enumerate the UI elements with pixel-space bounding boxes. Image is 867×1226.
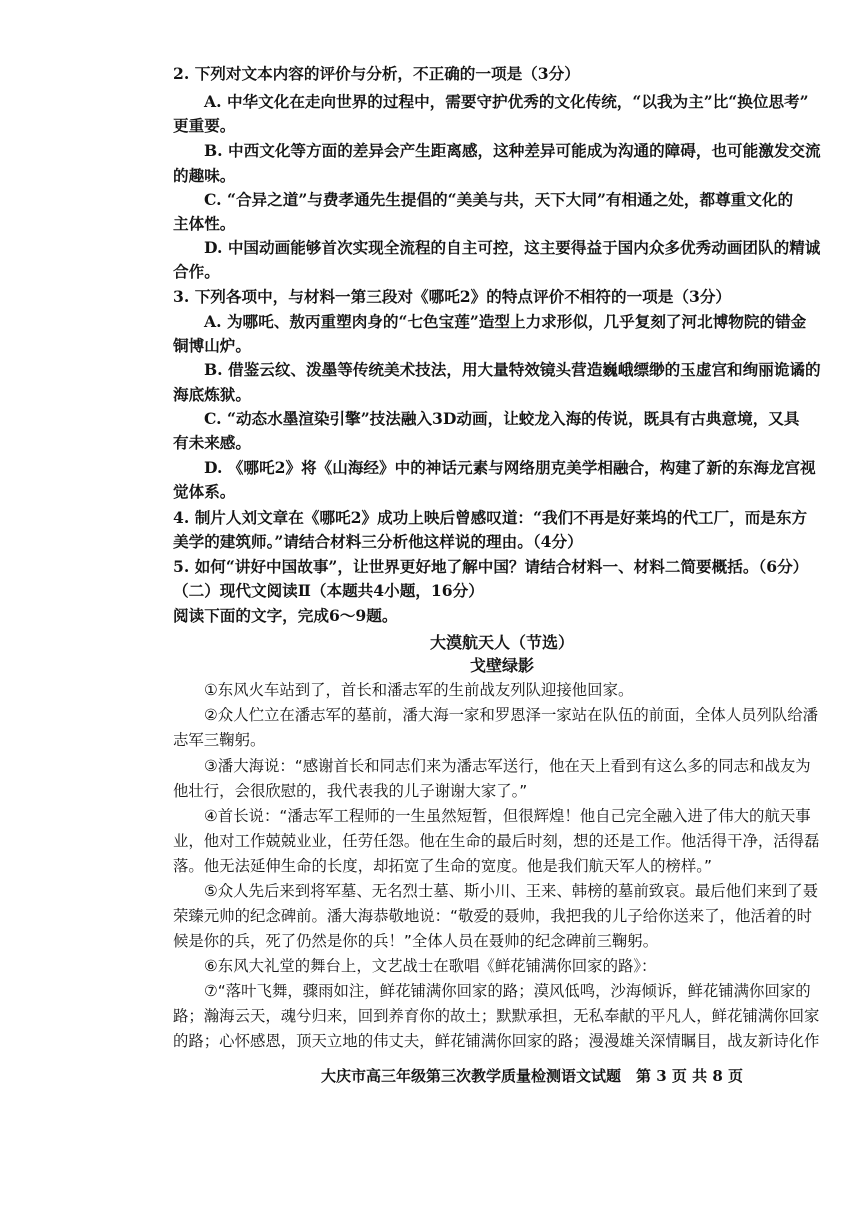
- passage-paragraph-5-cont: 候是你的兵，死了仍然是你的兵！”全体人员在聂帅的纪念碑前三鞠躬。: [173, 932, 659, 950]
- passage-paragraph-7: ⑦“落叶飞舞，骤雨如注，鲜花铺满你回家的路；漠风低鸣，沙海倾诉，鲜花铺满你回家的: [204, 982, 811, 1000]
- passage-paragraph-5: ⑤众人先后来到将军墓、无名烈士墓、斯小川、王来、韩榜的墓前致哀。最后他们来到了聂: [204, 882, 819, 900]
- passage-paragraph-7-cont: 的路；心怀感恩，顶天立地的伟丈夫，鲜花铺满你回家的路；漫漫雄关深情瞩目，战友新诗化作: [173, 1032, 820, 1050]
- passage-paragraph-5-cont: 荣臻元帅的纪念碑前。潘大海恭敬地说：“敬爱的聂帅，我把我的儿子给你送来了，他活着的时: [173, 907, 812, 925]
- section-heading: （二）现代文阅读Ⅱ（本题共4小题，16分）: [173, 581, 484, 600]
- question-4-stem-cont: 美学的建筑师。”请结合材料三分析他这样说的理由。（4分）: [173, 532, 583, 551]
- question-3-option-d-cont: 觉体系。: [173, 482, 236, 501]
- passage-paragraph-6: ⑥东风大礼堂的舞台上，文艺战士在歌唱《鲜花铺满你回家的路》：: [204, 957, 657, 975]
- question-2-option-a-cont: 更重要。: [173, 116, 236, 135]
- question-3-option-c: C. “动态水墨渲染引擎”技法融入3D动画，让蛟龙入海的传说，既具有古典意境，又具: [204, 409, 800, 428]
- page-footer: 大庆市高三年级第三次教学质量检测语文试题 第 3 页 共 8 页: [321, 1067, 743, 1085]
- passage-paragraph-4-cont: 业，他对工作兢兢业业，任劳任怨。他在生命的最后时刻，想的还是工作。他活得干净，活得磊: [173, 832, 820, 850]
- question-4-stem: 4. 制片人刘文章在《哪吒2》成功上映后曾感叹道：“我们不再是好莱坞的代工厂，而是东方: [173, 508, 808, 527]
- question-2-option-d: D. 中国动画能够首次实现全流程的自主可控，这主要得益于国内众多优秀动画团队的精诚: [204, 238, 821, 257]
- section-instruction: 阅读下面的文字，完成6～9题。: [173, 606, 398, 625]
- question-3-option-a: A. 为哪吒、敖丙重塑肉身的“七色宝莲”造型上力求形似，几乎复刻了河北博物院的错金: [204, 312, 807, 331]
- passage-paragraph-7-cont: 路；瀚海云天，魂兮归来，回到养育你的故土；默默承担，无私奉献的平凡人，鲜花铺满你回家: [173, 1007, 820, 1025]
- passage-paragraph-1: ①东风火车站到了，首长和潘志军的生前战友列队迎接他回家。: [204, 681, 634, 699]
- question-3-option-d: D. 《哪吒2》将《山海经》中的神话元素与网络朋克美学相融合，构建了新的东海龙宫视: [204, 458, 816, 477]
- question-2-option-a: A. 中华文化在走向世界的过程中，需要守护优秀的文化传统，“以我为主”比“换位思考”: [204, 92, 809, 111]
- question-2-option-c: C. “合异之道”与费孝通先生提倡的“美美与共，天下大同”有相通之处，都尊重文化的: [204, 190, 794, 209]
- passage-paragraph-4-cont: 落。他无法延伸生命的长度，却拓宽了生命的宽度。他是我们航天军人的榜样。”: [173, 857, 712, 875]
- passage-paragraph-3-cont: 他壮行，会很欣慰的，我代表我的儿子谢谢大家了。”: [173, 782, 528, 800]
- question-3-option-a-cont: 铜博山炉。: [173, 336, 251, 355]
- passage-paragraph-2-cont: 志军三鞠躬。: [173, 731, 266, 749]
- question-2-stem: 2. 下列对文本内容的评价与分析，不正确的一项是（3分）: [173, 64, 580, 83]
- question-2-option-d-cont: 合作。: [173, 262, 220, 281]
- question-2-option-b: B. 中西文化等方面的差异会产生距离感，这种差异可能成为沟通的障碍，也可能激发交流: [204, 141, 821, 160]
- question-3-option-c-cont: 有未来感。: [173, 433, 251, 452]
- question-3-option-b: B. 借鉴云纹、泼墨等传统美术技法，用大量特效镜头营造巍峨缥缈的玉虚宫和绚丽诡谲的: [204, 360, 821, 379]
- question-2-option-b-cont: 的趣味。: [173, 166, 236, 185]
- question-5-stem: 5. 如何“讲好中国故事”，让世界更好地了解中国？请结合材料一、材料二简要概括。（6分）: [173, 557, 809, 576]
- passage-paragraph-3: ③潘大海说：“感谢首长和同志们来为潘志军送行，他在天上看到有这么多的同志和战友为: [204, 757, 811, 775]
- passage-paragraph-4: ④首长说：“潘志军工程师的一生虽然短暂，但很辉煌！他自己完全融入进了伟大的航天事: [204, 807, 811, 825]
- passage-title: 大漠航天人（节选）: [429, 633, 574, 652]
- passage-subtitle: 戈壁绿影: [469, 656, 534, 675]
- question-2-option-c-cont: 主体性。: [173, 214, 236, 233]
- question-3-option-b-cont: 海底炼狱。: [173, 385, 251, 404]
- passage-paragraph-2: ②众人伫立在潘志军的墓前，潘大海一家和罗恩泽一家站在队伍的前面，全体人员列队给潘: [204, 706, 819, 724]
- question-3-stem: 3. 下列各项中，与材料一第三段对《哪吒2》的特点评价不相符的一项是（3分）: [173, 287, 732, 306]
